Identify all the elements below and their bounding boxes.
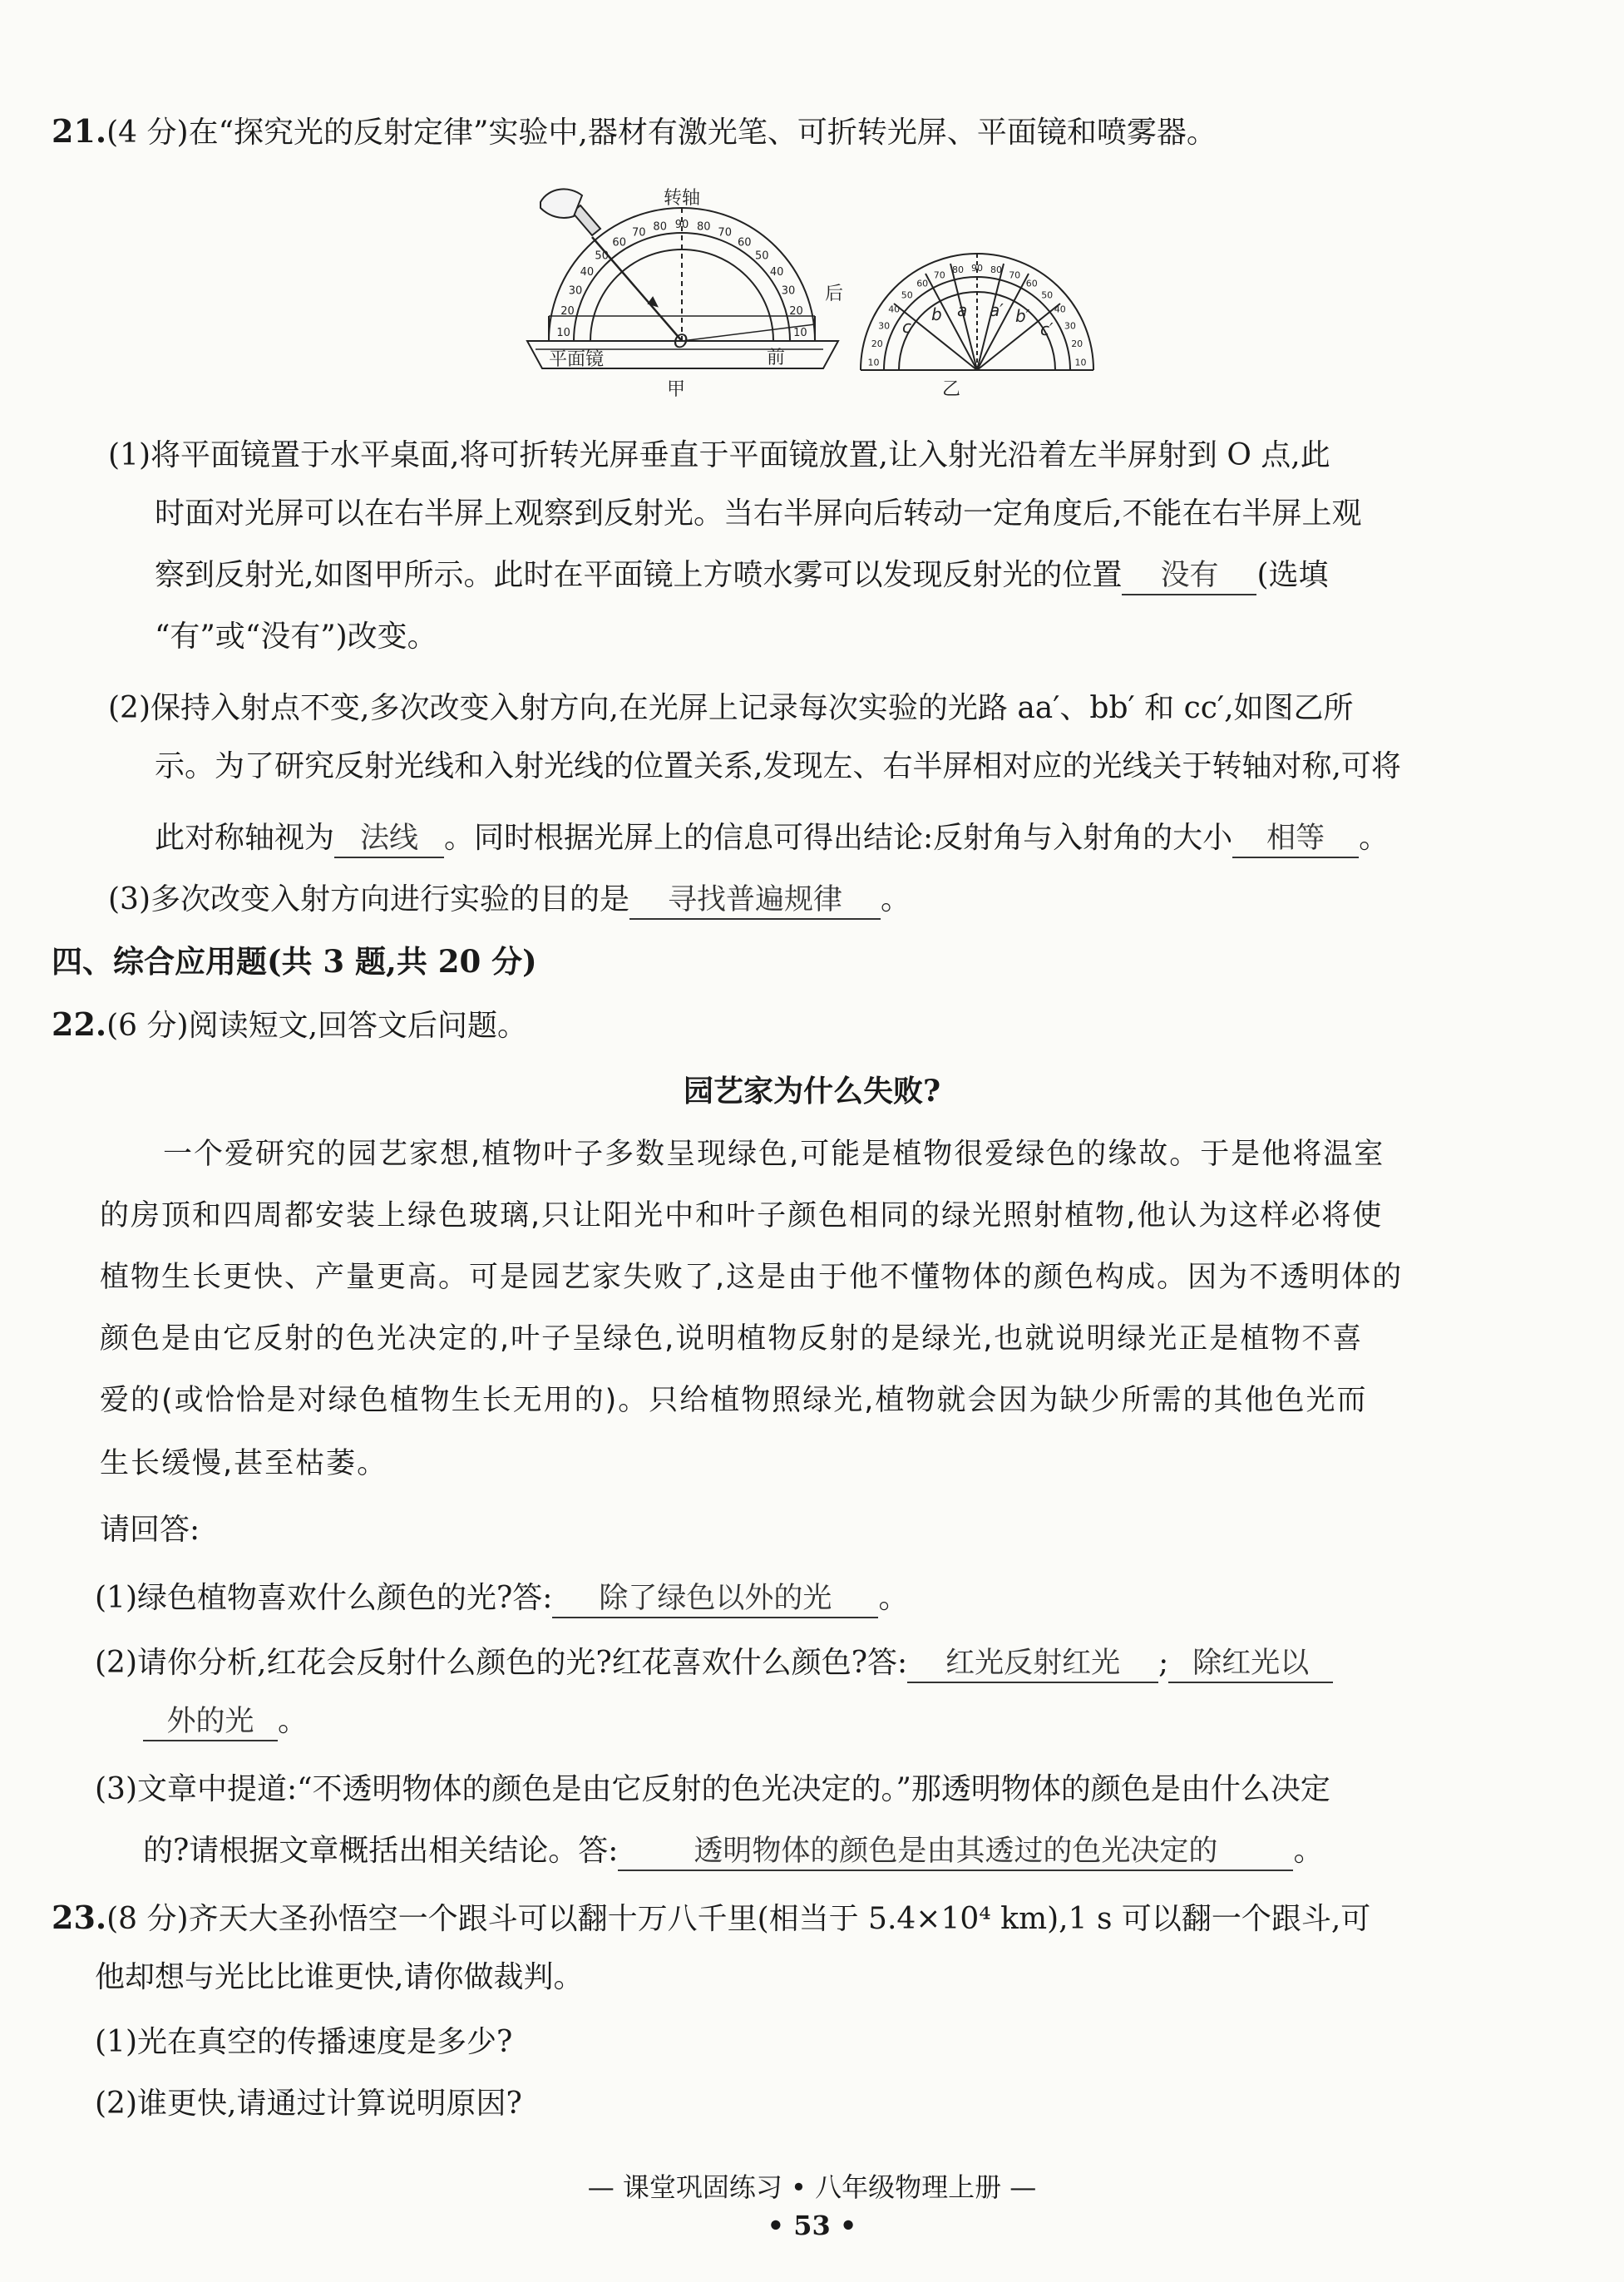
q21-p3-line [108, 882, 911, 920]
mirror-label: 平面镜 [549, 349, 605, 370]
protractor-tick-label: 40 [769, 265, 784, 279]
ray-label-c-prime: c′ [1040, 319, 1054, 339]
passage-line: 植物生长更快、产量更高。可是园艺家失败了,这是由于他不懂物体的颜色构成。因为不透明体的 [100, 1261, 1404, 1294]
q22-stem-line [52, 1006, 527, 1045]
protractor-tick-label: 60 [738, 236, 752, 249]
q23-number: 23. [52, 1899, 107, 1936]
q22-s3-line1: (3)文章中提道:“不透明物体的颜色是由它反射的色光决定的。”那透明物体的颜色是由什么决定 [95, 1772, 1330, 1806]
answer-blank-q22-3a: 除红光以 [1168, 1645, 1333, 1683]
protractor-tick-label: 70 [933, 269, 945, 281]
axis-label: 转轴 [664, 188, 701, 209]
q23-line2: 他却想与光比比谁更快,请你做裁判。 [95, 1960, 584, 1994]
back-label: 后 [825, 284, 844, 304]
caption-yi: 乙 [942, 379, 961, 400]
q21-p1-line3 [155, 557, 1329, 595]
q21-p1-line1: (1)将平面镜置于水平桌面,将可折转光屏垂直于平面镜放置,让入射光沿着左半屏射到 O 点,此 [108, 438, 1330, 472]
protractor-tick-label: 10 [793, 326, 807, 339]
q21-p2-line3-mid: 。同时根据光屏上的信息可得出结论:反射角与入射角的大小 [444, 821, 1233, 855]
q22-s3-line2 [143, 1833, 1323, 1871]
q21-p2-line3-tail: 。 [1359, 821, 1390, 855]
passage-line: 爱的(或恰恰是对绿色植物生长无用的)。只给植物照绿光,植物就会因为缺少所需的其他色光而 [100, 1384, 1368, 1417]
q22-s3-tail: 。 [1293, 1834, 1324, 1868]
protractor-tick-label: 30 [568, 284, 583, 298]
q22-s3-text: 的?请根据文章概括出相关结论。答: [143, 1834, 619, 1868]
q21-p1-line4: “有”或“没有”)改变。 [155, 620, 437, 654]
protractor-tick-label: 70 [1009, 269, 1021, 281]
protractor-tick-label: 60 [916, 278, 929, 289]
q22-s2-sep: ; [1158, 1646, 1169, 1680]
ray-label-a: a [957, 300, 968, 320]
caption-jia: 甲 [667, 379, 686, 400]
q22-s1-line [95, 1580, 908, 1618]
section-heading: 四、综合应用题(共 3 题,共 20 分) [52, 943, 537, 980]
passage-line: 生长缓慢,甚至枯萎。 [100, 1447, 388, 1480]
protractor-tick-label: 80 [653, 220, 667, 234]
protractor-tick-label: 20 [1071, 338, 1083, 349]
footer-book-title: — 课堂巩固练习 • 八年级物理上册 — [587, 2171, 1037, 2203]
passage-title: 园艺家为什么失败? [683, 1074, 941, 1109]
q21-p2-line3-text: 此对称轴视为 [155, 821, 335, 855]
q21-stem: (4 分)在“探究光的反射定律”实验中,器材有激光笔、可折转光屏、平面镜和喷雾器。 [106, 116, 1217, 150]
protractor-tick-label: 10 [1074, 357, 1087, 368]
ray-label-a-prime: a′ [990, 300, 1004, 320]
protractor-tick-label: 90 [971, 263, 983, 274]
q21-p2-line2: 示。为了研究反射光线和入射光线的位置关系,发现左、右半屏相对应的光线关于转轴对称,可将 [155, 749, 1401, 783]
protractor-tick-label: 50 [595, 249, 609, 263]
ray-label-b: b [931, 304, 942, 324]
protractor-tick-label: 30 [1064, 320, 1076, 332]
ray-label-b-prime: b′ [1015, 306, 1030, 326]
protractor-tick-label: 40 [888, 304, 901, 315]
protractor-tick-label: 70 [718, 226, 732, 240]
answer-blank-q22-4: 透明物体的颜色是由其透过的色光决定的 [618, 1833, 1293, 1871]
protractor-tick-label: 10 [867, 357, 880, 368]
q23-line1 [52, 1899, 1370, 1938]
protractor-tick-label: 10 [556, 326, 570, 339]
q22-prompt: 请回答: [100, 1513, 200, 1547]
q21-figure [524, 170, 1106, 412]
q22-s1-text: (1)绿色植物喜欢什么颜色的光?答: [95, 1581, 553, 1615]
answer-blank-q21-3: 相等 [1232, 820, 1359, 858]
front-label: 前 [767, 348, 786, 368]
point-o-label: O [674, 332, 689, 353]
protractor-tick-label: 50 [901, 289, 913, 301]
q23-s1: (1)光在真空的传播速度是多少? [95, 2025, 513, 2059]
protractor-tick-label: 80 [697, 220, 711, 234]
q22-s2-line2 [143, 1703, 308, 1741]
page-number: • 53 • [767, 2210, 857, 2241]
q23-s2: (2)谁更快,请通过计算说明原因? [95, 2087, 522, 2121]
q23-text: (8 分)齐天大圣孙悟空一个跟斗可以翻十万八千里(相当于 5.4×10⁴ km),1 s 可以翻一个跟斗,可 [106, 1902, 1371, 1936]
q22-s2-text: (2)请你分析,红花会反射什么颜色的光?红花喜欢什么颜色?答: [95, 1646, 908, 1680]
protractor-tick-label: 40 [580, 265, 595, 279]
answer-blank-q21-1: 没有 [1122, 557, 1256, 595]
answer-blank-q22-3b: 外的光 [143, 1703, 278, 1741]
protractor-tick-label: 20 [871, 338, 883, 349]
q22-number: 22. [52, 1005, 107, 1043]
answer-blank-q22-1: 除了绿色以外的光 [552, 1580, 878, 1618]
q22-s1-tail: 。 [878, 1581, 909, 1615]
protractor-tick-label: 80 [990, 264, 1002, 276]
protractor-tick-label: 30 [781, 284, 796, 298]
q21-number: 21. [52, 112, 107, 150]
protractor-tick-label: 50 [1041, 289, 1054, 301]
protractor-tick-label: 60 [1025, 278, 1038, 289]
protractor-tick-label: 50 [755, 249, 769, 263]
q21-p2-line1: (2)保持入射点不变,多次改变入射方向,在光屏上记录每次实验的光路 aa′、bb′ 和 cc′,如图乙所 [108, 691, 1354, 725]
protractor-tick-label: 40 [1054, 304, 1066, 315]
protractor-tick-label: 70 [632, 226, 646, 240]
ray-label-c: c [902, 317, 911, 337]
answer-blank-q22-2: 红光反射红光 [907, 1645, 1158, 1683]
answer-blank-q21-4: 寻找普遍规律 [629, 882, 881, 920]
q21-p1-line3-tail: (选填 [1256, 558, 1329, 592]
q22-s2-tail: 。 [278, 1704, 309, 1738]
protractor-tick-label: 20 [789, 304, 803, 318]
passage-line: 的房顶和四周都安装上绿色玻璃,只让阳光中和叶子颜色相同的绿光照射植物,他认为这样必将使 [100, 1199, 1384, 1232]
protractor-tick-label: 80 [952, 264, 964, 276]
passage-line: 一个爱研究的园艺家想,植物叶子多数呈现绿色,可能是植物很爱绿色的缘故。于是他将温室 [163, 1138, 1385, 1171]
protractor-tick-label: 90 [674, 219, 689, 231]
passage-line: 颜色是由它反射的色光决定的,叶子呈绿色,说明植物反射的是绿光,也就说明绿光正是植物不喜 [100, 1322, 1364, 1356]
q21-p3-tail: 。 [881, 882, 911, 916]
q21-p3-text: (3)多次改变入射方向进行实验的目的是 [108, 882, 629, 916]
q22-s2-line [95, 1645, 1333, 1683]
q21-p1-line2: 时面对光屏可以在右半屏上观察到反射光。当右半屏向后转动一定角度后,不能在右半屏上观 [155, 496, 1362, 531]
protractor-tick-label: 60 [612, 236, 626, 249]
protractor-tick-label: 30 [878, 320, 891, 332]
q21-p1-line3-text: 察到反射光,如图甲所示。此时在平面镜上方喷水雾可以发现反射光的位置 [155, 558, 1123, 592]
q22-stem: (6 分)阅读短文,回答文后问题。 [106, 1009, 528, 1043]
protractor-tick-label: 20 [560, 304, 575, 318]
q21-p2-line3 [155, 820, 1389, 858]
q21-stem-line [52, 113, 1217, 151]
answer-blank-q21-2: 法线 [334, 820, 444, 858]
